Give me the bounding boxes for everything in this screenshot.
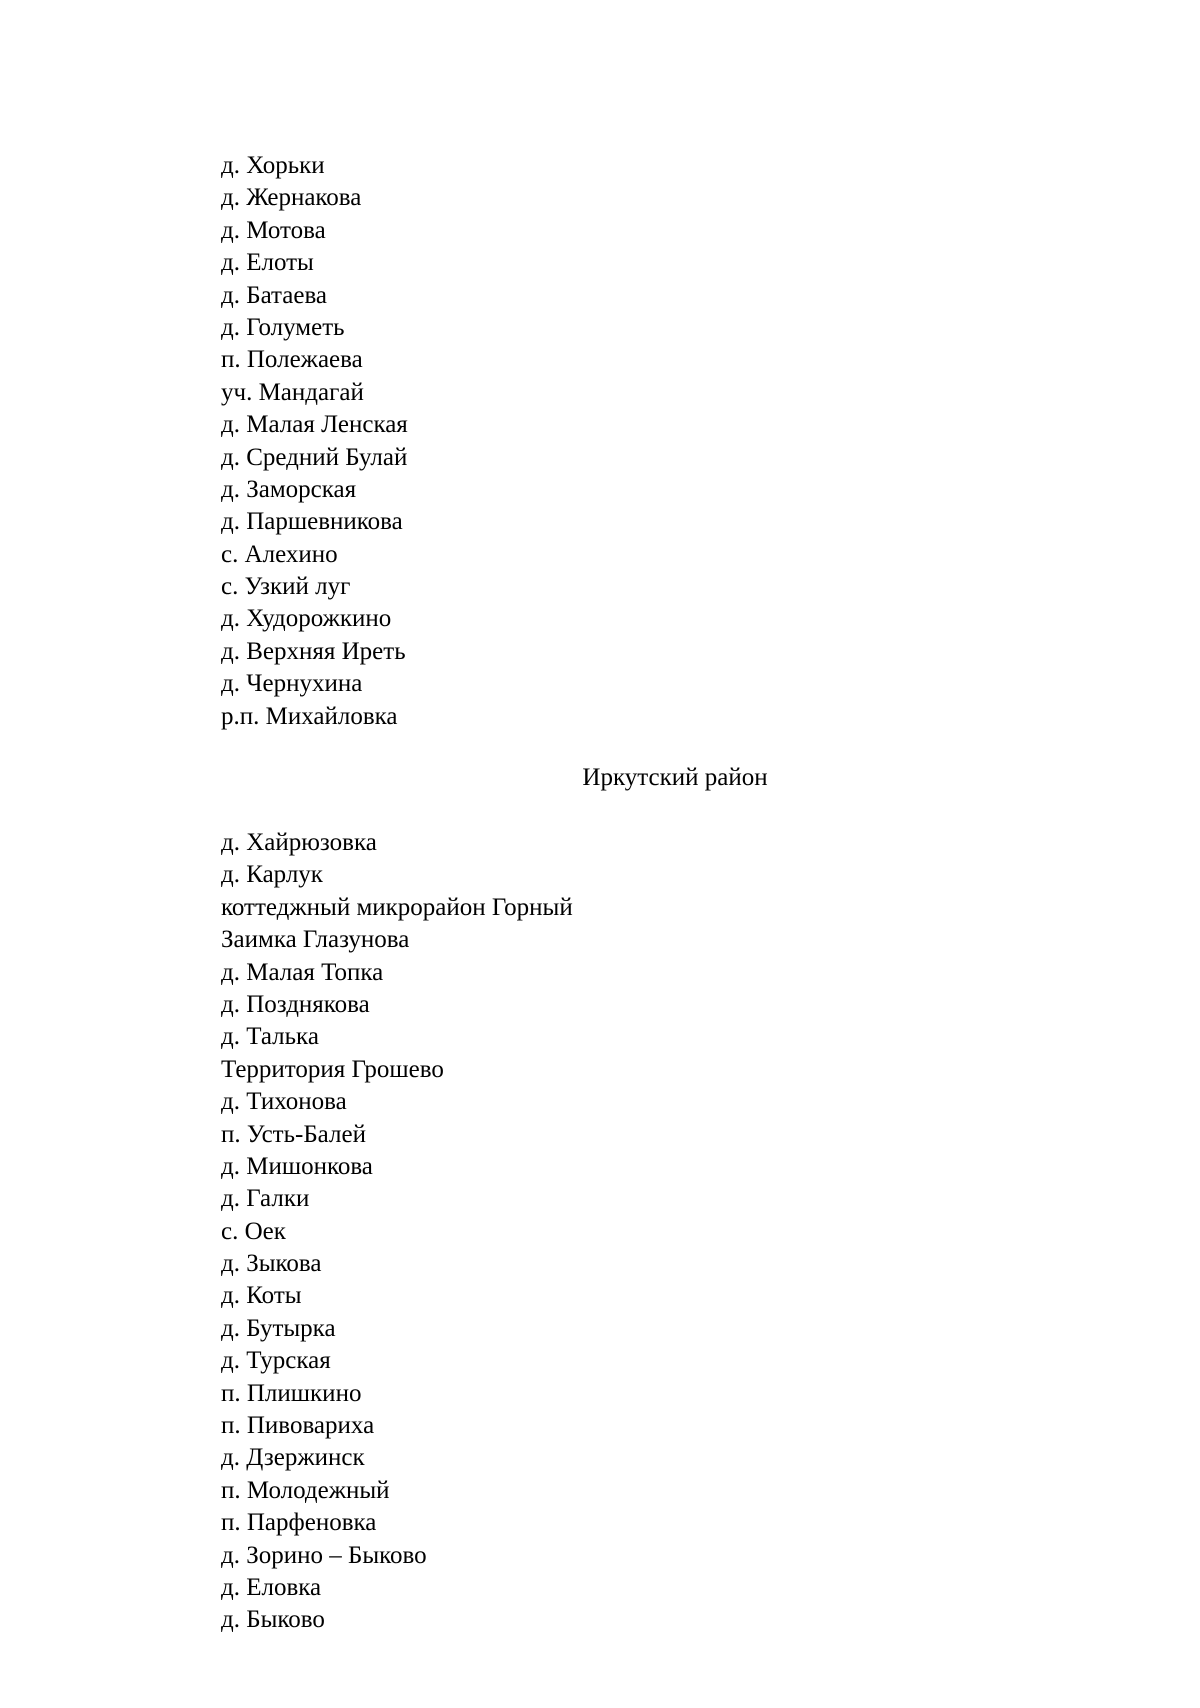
settlement-list-bottom	[221, 827, 573, 1637]
settlement-item: д. Мишонкова	[221, 1152, 373, 1180]
settlement-item: д. Жернакова	[221, 184, 362, 212]
settlement-item: с. Узкий луг	[221, 573, 351, 601]
settlement-item: д. Коты	[221, 1282, 302, 1310]
settlement-item: д. Елоты	[221, 249, 314, 277]
settlement-item: д. Зыкова	[221, 1250, 322, 1278]
settlement-item: д. Голуметь	[221, 313, 345, 341]
settlement-item: д. Паршевникова	[221, 508, 403, 536]
settlement-item: д. Зорино – Быково	[221, 1541, 427, 1569]
settlement-item: д. Еловка	[221, 1573, 322, 1601]
settlement-item: д. Средний Булай	[221, 443, 408, 471]
settlement-item: п. Парфеновка	[221, 1509, 377, 1537]
settlement-list-top	[221, 150, 408, 733]
settlement-item: уч. Мандагай	[221, 378, 364, 406]
settlement-item: д. Малая Ленская	[221, 411, 408, 439]
settlement-item: п. Пивовариха	[221, 1412, 375, 1440]
settlement-item: д. Бутырка	[221, 1314, 336, 1342]
settlement-item: д. Турская	[221, 1347, 331, 1375]
settlement-item: д. Заморская	[221, 475, 357, 503]
settlement-item: п. Плишкино	[221, 1379, 362, 1407]
settlement-item: д. Быково	[221, 1606, 325, 1634]
settlement-item: Заимка Глазунова	[221, 926, 410, 954]
settlement-item: д. Хайрюзовка	[221, 829, 377, 856]
settlement-item: д. Позднякова	[221, 990, 370, 1018]
settlement-item: д. Тихонова	[221, 1088, 347, 1116]
settlement-item: п. Усть-Балей	[221, 1120, 366, 1148]
settlement-item: д. Малая Топка	[221, 958, 384, 986]
settlement-item: д. Карлук	[221, 861, 323, 889]
settlement-item: д. Верхняя Иреть	[221, 637, 406, 665]
settlement-item: д. Худорожкино	[221, 605, 392, 633]
settlement-item: д. Хорьки	[221, 152, 325, 179]
settlement-item: д. Талька	[221, 1023, 319, 1051]
settlement-item: д. Батаева	[221, 281, 328, 309]
section-heading: Иркутский район	[582, 764, 768, 791]
settlement-item: с. Оек	[221, 1217, 286, 1245]
settlement-item: Территория Грошево	[221, 1055, 444, 1083]
settlement-item: с. Алехино	[221, 540, 338, 568]
settlement-item: п. Полежаева	[221, 346, 363, 374]
settlement-item: д. Мотова	[221, 216, 326, 244]
settlement-item: п. Молодежный	[221, 1476, 390, 1504]
settlement-item: д. Галки	[221, 1185, 310, 1213]
settlement-item: д. Чернухина	[221, 670, 363, 698]
settlement-item: р.п. Михайловка	[221, 702, 398, 730]
settlement-item: д. Дзержинск	[221, 1444, 365, 1472]
settlement-item: коттеджный микрорайон Горный	[221, 893, 573, 921]
